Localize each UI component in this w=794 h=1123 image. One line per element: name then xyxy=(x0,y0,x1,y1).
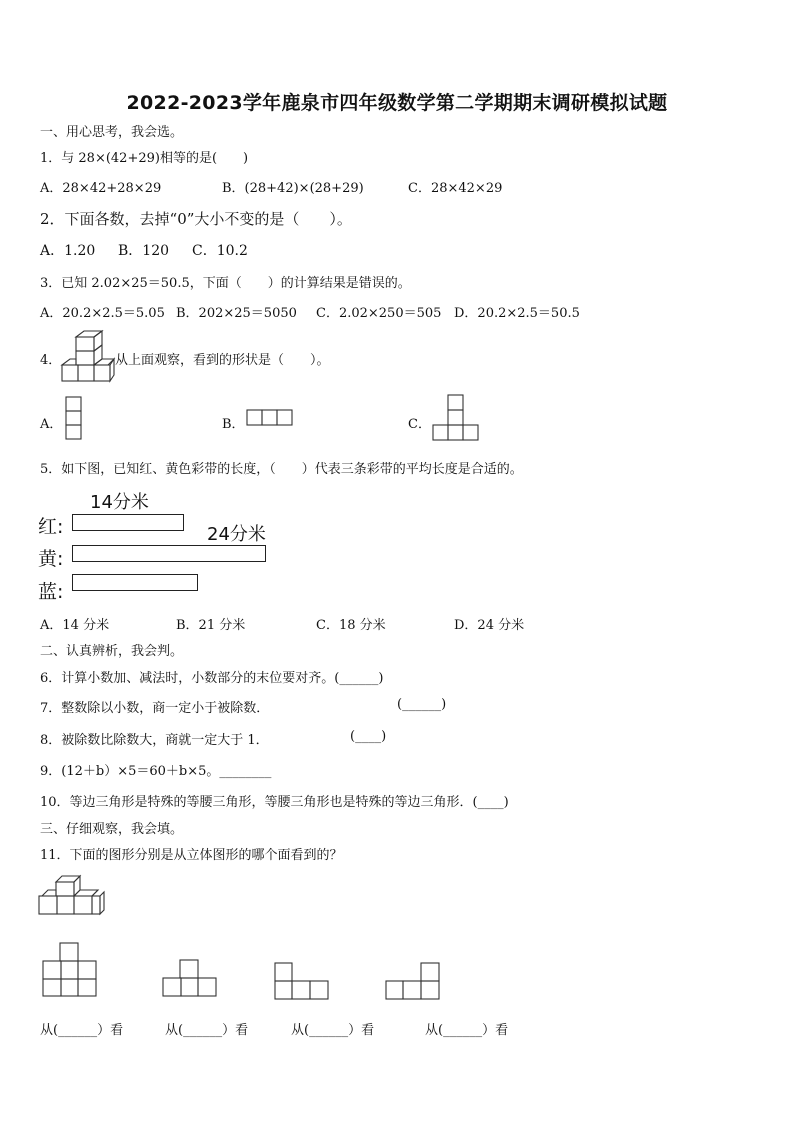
question-4-option-a-figure xyxy=(65,396,83,442)
question-8-stem: 8．被除数比除数大，商就一定大于 1． xyxy=(40,733,269,748)
question-3-option-a[interactable]: A．20.2×2.5＝5.05 xyxy=(40,306,165,321)
question-1-option-b[interactable]: B．(28+42)×(28+29) xyxy=(222,181,364,196)
yellow-ribbon-length: 24分米 xyxy=(207,524,266,545)
question-4-option-c-figure xyxy=(432,394,482,442)
question-3-stem: 3．已知 2.02×25＝50.5，下面（ ）的计算结果是错误的。 xyxy=(40,276,411,291)
question-2-stem: 2．下面各数，去掉“0”大小不变的是（ ）。 xyxy=(40,210,352,228)
question-5-stem: 5．如下图，已知红、黄色彩带的长度，（ ）代表三条彩带的平均长度是合适的。 xyxy=(40,462,523,477)
red-ribbon-length: 14分米 xyxy=(90,492,149,513)
page-title: 2022-2023学年鹿泉市四年级数学第二学期期末调研模拟试题 xyxy=(126,92,668,114)
red-ribbon-label: 红: xyxy=(38,516,64,538)
question-3-option-c[interactable]: C．2.02×250＝505 xyxy=(316,306,442,321)
question-4-stem: 从上面观察，看到的形状是（ ）。 xyxy=(115,353,330,368)
question-8-blank[interactable]: (____) xyxy=(350,729,387,744)
yellow-ribbon-label: 黄: xyxy=(38,548,64,570)
question-9: 9．(12＋b）×5＝60＋b×5。________ xyxy=(40,764,272,779)
question-4-option-b-figure xyxy=(246,409,296,427)
section-2-heading: 二、认真辨析，我会判。 xyxy=(40,644,184,659)
question-11-view-2 xyxy=(162,959,220,999)
blue-ribbon-label: 蓝: xyxy=(38,581,64,603)
question-11-view-4-answer[interactable]: 从(______）看 xyxy=(425,1023,509,1038)
question-11-view-4 xyxy=(385,962,443,1002)
question-5-option-c[interactable]: C．18 分米 xyxy=(316,618,386,633)
question-6: 6．计算小数加、减法时，小数部分的末位要对齐。(______) xyxy=(40,671,384,686)
question-3-option-b[interactable]: B．202×25＝5050 xyxy=(176,306,297,321)
question-1-option-a[interactable]: A．28×42+28×29 xyxy=(40,181,162,196)
section-1-heading: 一、用心思考，我会选。 xyxy=(40,125,184,140)
question-4-option-a[interactable]: A． xyxy=(40,417,63,432)
question-11-view-1-answer[interactable]: 从(______）看 xyxy=(40,1023,124,1038)
question-11-view-3-answer[interactable]: 从(______）看 xyxy=(291,1023,375,1038)
question-4-option-b[interactable]: B． xyxy=(222,417,245,432)
section-3-heading: 三、仔细观察，我会填。 xyxy=(40,822,184,837)
question-5-option-a[interactable]: A．14 分米 xyxy=(40,618,110,633)
question-4-option-c[interactable]: C． xyxy=(408,417,431,432)
question-11-stem: 11．下面的图形分别是从立体图形的哪个面看到的？ xyxy=(40,848,343,863)
blue-ribbon-bar xyxy=(72,574,198,591)
question-2-option-a[interactable]: A．1.20 xyxy=(40,243,96,259)
question-1-stem: 1．与 28×(42+29)相等的是( ) xyxy=(40,151,249,166)
yellow-ribbon-bar xyxy=(72,545,266,562)
red-ribbon-bar xyxy=(72,514,184,531)
question-2-option-c[interactable]: C．10.2 xyxy=(192,243,248,259)
question-1-option-c[interactable]: C．28×42×29 xyxy=(408,181,503,196)
question-7-stem: 7．整数除以小数，商一定小于被除数． xyxy=(40,701,270,716)
question-11-view-3 xyxy=(274,962,332,1002)
question-11-view-2-answer[interactable]: 从(______）看 xyxy=(165,1023,249,1038)
question-3-option-d[interactable]: D．20.2×2.5＝50.5 xyxy=(454,306,580,321)
question-10: 10．等边三角形是特殊的等腰三角形，等腰三角形也是特殊的等边三角形．(____) xyxy=(40,795,509,810)
question-7-blank[interactable]: (______) xyxy=(397,697,447,712)
question-11-view-1 xyxy=(42,942,100,1000)
question-4-solid-figure xyxy=(58,329,118,385)
question-5-option-b[interactable]: B．21 分米 xyxy=(176,618,246,633)
question-2-option-b[interactable]: B．120 xyxy=(118,243,170,259)
question-4-number: 4． xyxy=(40,353,62,368)
question-5-option-d[interactable]: D．24 分米 xyxy=(454,618,525,633)
question-11-solid-figure xyxy=(38,872,110,920)
